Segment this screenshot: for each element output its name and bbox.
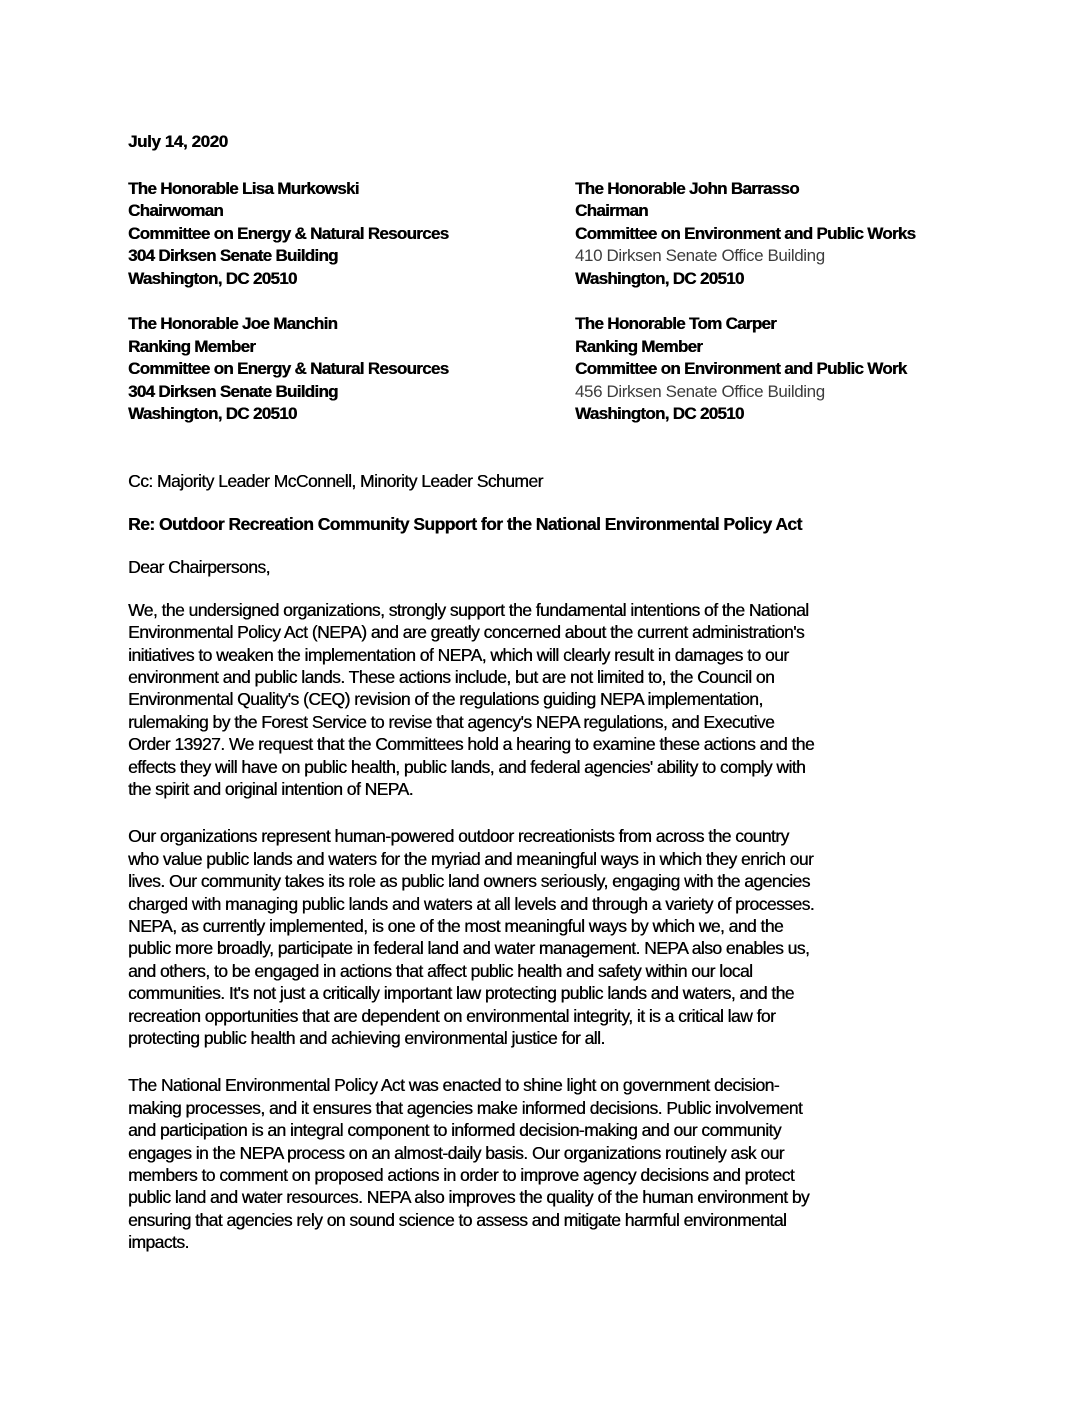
text-line: who value public lands and waters for the myriad and meaningful ways in which they enrich our <box>128 848 814 869</box>
text-line: effects they will have on public health, public lands, and federal agencies' ability to comply with <box>128 756 806 777</box>
recipient-committee: Committee on Environment and Public Work <box>575 359 907 378</box>
recipient-committee: Committee on Environment and Public Works <box>575 223 916 243</box>
text-line: the spirit and original intention of NEPA. <box>128 778 413 799</box>
recipient-committee: Committee on Energy & Natural Resources <box>128 359 449 378</box>
salutation: Dear Chairpersons, <box>128 557 270 578</box>
text-line: making processes, and it ensures that agencies make informed decisions. Public involvement <box>128 1097 803 1118</box>
subject-line: Re: Outdoor Recreation Community Support for the National Environmental Policy Act <box>128 513 802 534</box>
recipient-street: 304 Dirksen Senate Building <box>128 246 338 265</box>
recipient-street: 304 Dirksen Senate Building <box>128 381 338 401</box>
text-line: recreation opportunities that are dependent on environmental integrity, it is a critical law for <box>128 1005 776 1026</box>
text-line: and others, to be engaged in actions that affect public health and safety within our local <box>128 960 753 981</box>
text-line: environment and public lands. These actions include, but are not limited to, the Council on <box>128 666 775 687</box>
recipient-title: Chairman <box>575 201 648 220</box>
recipient-name: The Honorable John Barrasso <box>575 178 799 198</box>
recipient-name: The Honorable Lisa Murkowski <box>128 178 359 198</box>
text-line: impacts. <box>128 1232 189 1253</box>
text-line: communities. It's not just a critically important law protecting public lands and waters, and the <box>128 983 794 1004</box>
recipient-name: The Honorable Tom Carper <box>575 314 777 333</box>
recipient-street: 456 Dirksen Senate Office Building <box>575 381 825 401</box>
recipient-street: 410 Dirksen Senate Office Building <box>575 246 825 265</box>
text-line: public land and water resources. NEPA also improves the quality of the human environment by <box>128 1187 810 1208</box>
text-line: lives. Our community takes its role as public land owners seriously, engaging with the agencies <box>128 871 810 892</box>
recipient-title: Chairwoman <box>128 201 224 220</box>
text-line: ensuring that agencies rely on sound science to assess and mitigate harmful environmental <box>128 1209 787 1230</box>
text-line: Order 13927. We request that the Committees hold a hearing to examine these actions and the <box>128 734 815 755</box>
recipient-city: Washington, DC 20510 <box>128 404 297 423</box>
recipient-title: Ranking Member <box>128 336 256 356</box>
recipient-block-manchin <box>128 313 575 426</box>
text-line: Our organizations represent human-powered outdoor recreationists from across the country <box>128 826 789 847</box>
text-line: public more broadly, participate in federal land and water management. NEPA also enables us, <box>128 938 810 959</box>
text-line: engages in the NEPA process on an almost-daily basis. Our organizations routinely ask our <box>128 1142 784 1163</box>
text-line: NEPA, as currently implemented, is one of the most meaningful ways by which we, and the <box>128 916 784 936</box>
text-line: and participation is an integral component to informed decision-making and our community <box>128 1120 781 1141</box>
letter-content <box>128 131 1058 1254</box>
recipient-committee: Committee on Energy & Natural Resources <box>128 223 449 243</box>
text-line: Environmental Policy Act (NEPA) and are greatly concerned about the current administration's <box>128 622 805 643</box>
text-line: rulemaking by the Forest Service to revise that agency's NEPA regulations, and Executive <box>128 711 775 732</box>
recipient-title: Ranking Member <box>575 336 703 356</box>
text-line: The National Environmental Policy Act was enacted to shine light on government decision- <box>128 1075 780 1096</box>
text-line: initiatives to weaken the implementation of NEPA, which will clearly result in damages to our <box>128 644 789 665</box>
body-paragraph-2 <box>128 825 1058 1049</box>
text-line: members to comment on proposed actions in order to improve agency decisions and protect <box>128 1165 795 1186</box>
recipient-block-barrasso <box>575 178 1058 291</box>
text-line: charged with managing public lands and waters at all levels and through a variety of processes. <box>128 893 815 914</box>
letter-date: July 14, 2020 <box>128 132 228 151</box>
text-line: We, the undersigned organizations, strongly support the fundamental intentions of the National <box>128 599 809 620</box>
recipient-city: Washington, DC 20510 <box>575 404 744 423</box>
recipient-block-carper <box>575 313 1058 426</box>
recipient-block-murkowski <box>128 178 575 291</box>
body-paragraph-1 <box>128 599 1058 801</box>
recipient-city: Washington, DC 20510 <box>575 268 744 288</box>
cc-line: Cc: Majority Leader McConnell, Minority Leader Schumer <box>128 470 543 491</box>
text-line: protecting public health and achieving environmental justice for all. <box>128 1028 605 1049</box>
recipient-city: Washington, DC 20510 <box>128 268 297 288</box>
text-line: Environmental Quality's (CEQ) revision of the regulations guiding NEPA implementation, <box>128 689 763 710</box>
recipient-address-grid <box>128 178 1058 426</box>
body-paragraph-3 <box>128 1074 1058 1253</box>
recipient-name: The Honorable Joe Manchin <box>128 314 338 333</box>
